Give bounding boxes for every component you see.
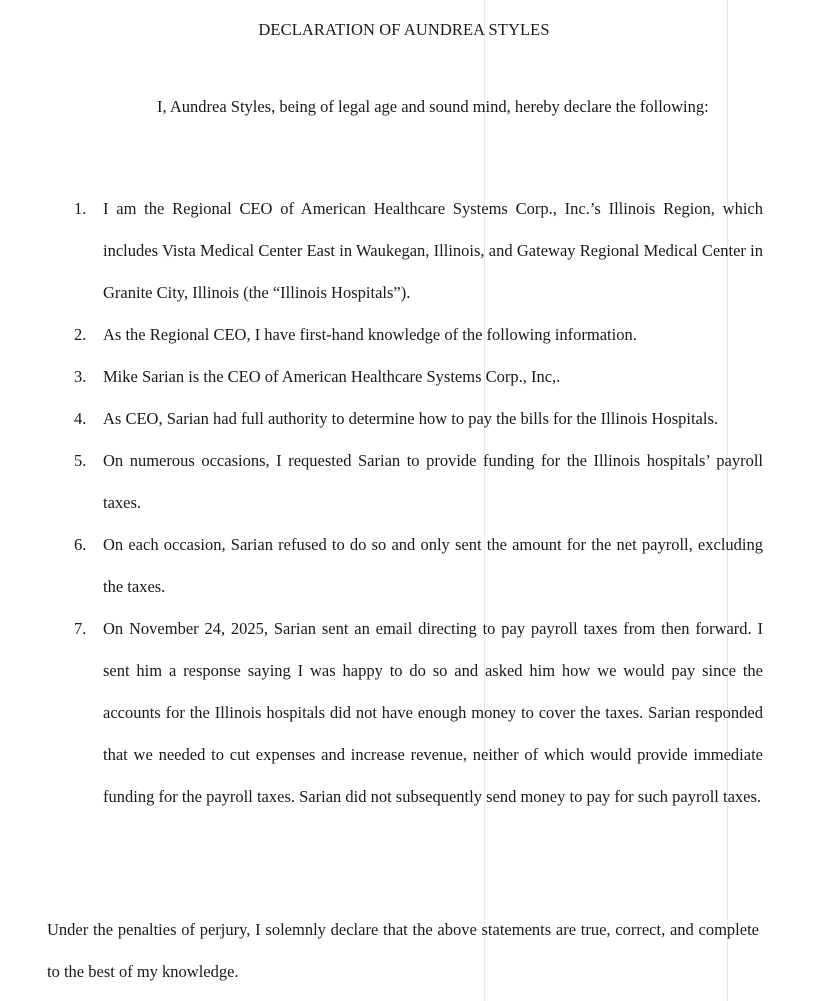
- list-item: [0, 314, 763, 356]
- list-item: [0, 440, 763, 524]
- item-number: 2.: [74, 325, 87, 344]
- closing-statement: Under the penalties of perjury, I solemnly declare that the above statements are true, correct, and complete to the best of my knowledge.: [47, 920, 759, 981]
- list-item: [0, 608, 763, 818]
- declaration-list: [0, 188, 763, 818]
- list-item: [0, 524, 763, 608]
- list-item: [0, 188, 763, 314]
- list-item: [0, 398, 763, 440]
- intro-paragraph: [47, 95, 767, 119]
- item-text: Mike Sarian is the CEO of American Healthcare Systems Corp., Inc,.: [103, 367, 561, 386]
- item-text: On numerous occasions, I requested Sarian to provide funding for the Illinois hospitals’ payroll taxes.: [103, 451, 763, 512]
- item-number: 1.: [74, 199, 87, 218]
- list-item: [0, 356, 763, 398]
- document-title: DECLARATION OF AUNDREA STYLES: [258, 20, 550, 39]
- item-number: 5.: [74, 451, 87, 470]
- item-text: On each occasion, Sarian refused to do so and only sent the amount for the net payroll, excluding the taxes.: [103, 535, 763, 596]
- item-text: As CEO, Sarian had full authority to determine how to pay the bills for the Illinois Hospitals.: [103, 409, 718, 428]
- item-number: 6.: [74, 535, 87, 554]
- item-text: I am the Regional CEO of American Healthcare Systems Corp., Inc.’s Illinois Region, which includes Vista Medical Center East in Waukegan, Illinois, and Gateway Regional Medical Center in Granite City, Illinois (the “Illinois Hospitals”).: [103, 199, 763, 302]
- item-number: 4.: [74, 409, 87, 428]
- intro-text: I, Aundrea Styles, being of legal age and sound mind, hereby declare the following:: [157, 97, 709, 116]
- item-text: On November 24, 2025, Sarian sent an email directing to pay payroll taxes from then forward. I sent him a response saying I was happy to do so and asked him how we would pay since the accounts for the Illinois hospitals did not have enough money to cover the taxes. Sarian responded that we needed to cut expenses and increase revenue, neither of which would provide immediate funding for the payroll taxes. Sarian did not subsequently send money to pay for such payroll taxes.: [103, 619, 763, 806]
- item-number: 3.: [74, 367, 87, 386]
- item-text: As the Regional CEO, I have first-hand knowledge of the following information.: [103, 325, 637, 344]
- item-number: 7.: [74, 619, 87, 638]
